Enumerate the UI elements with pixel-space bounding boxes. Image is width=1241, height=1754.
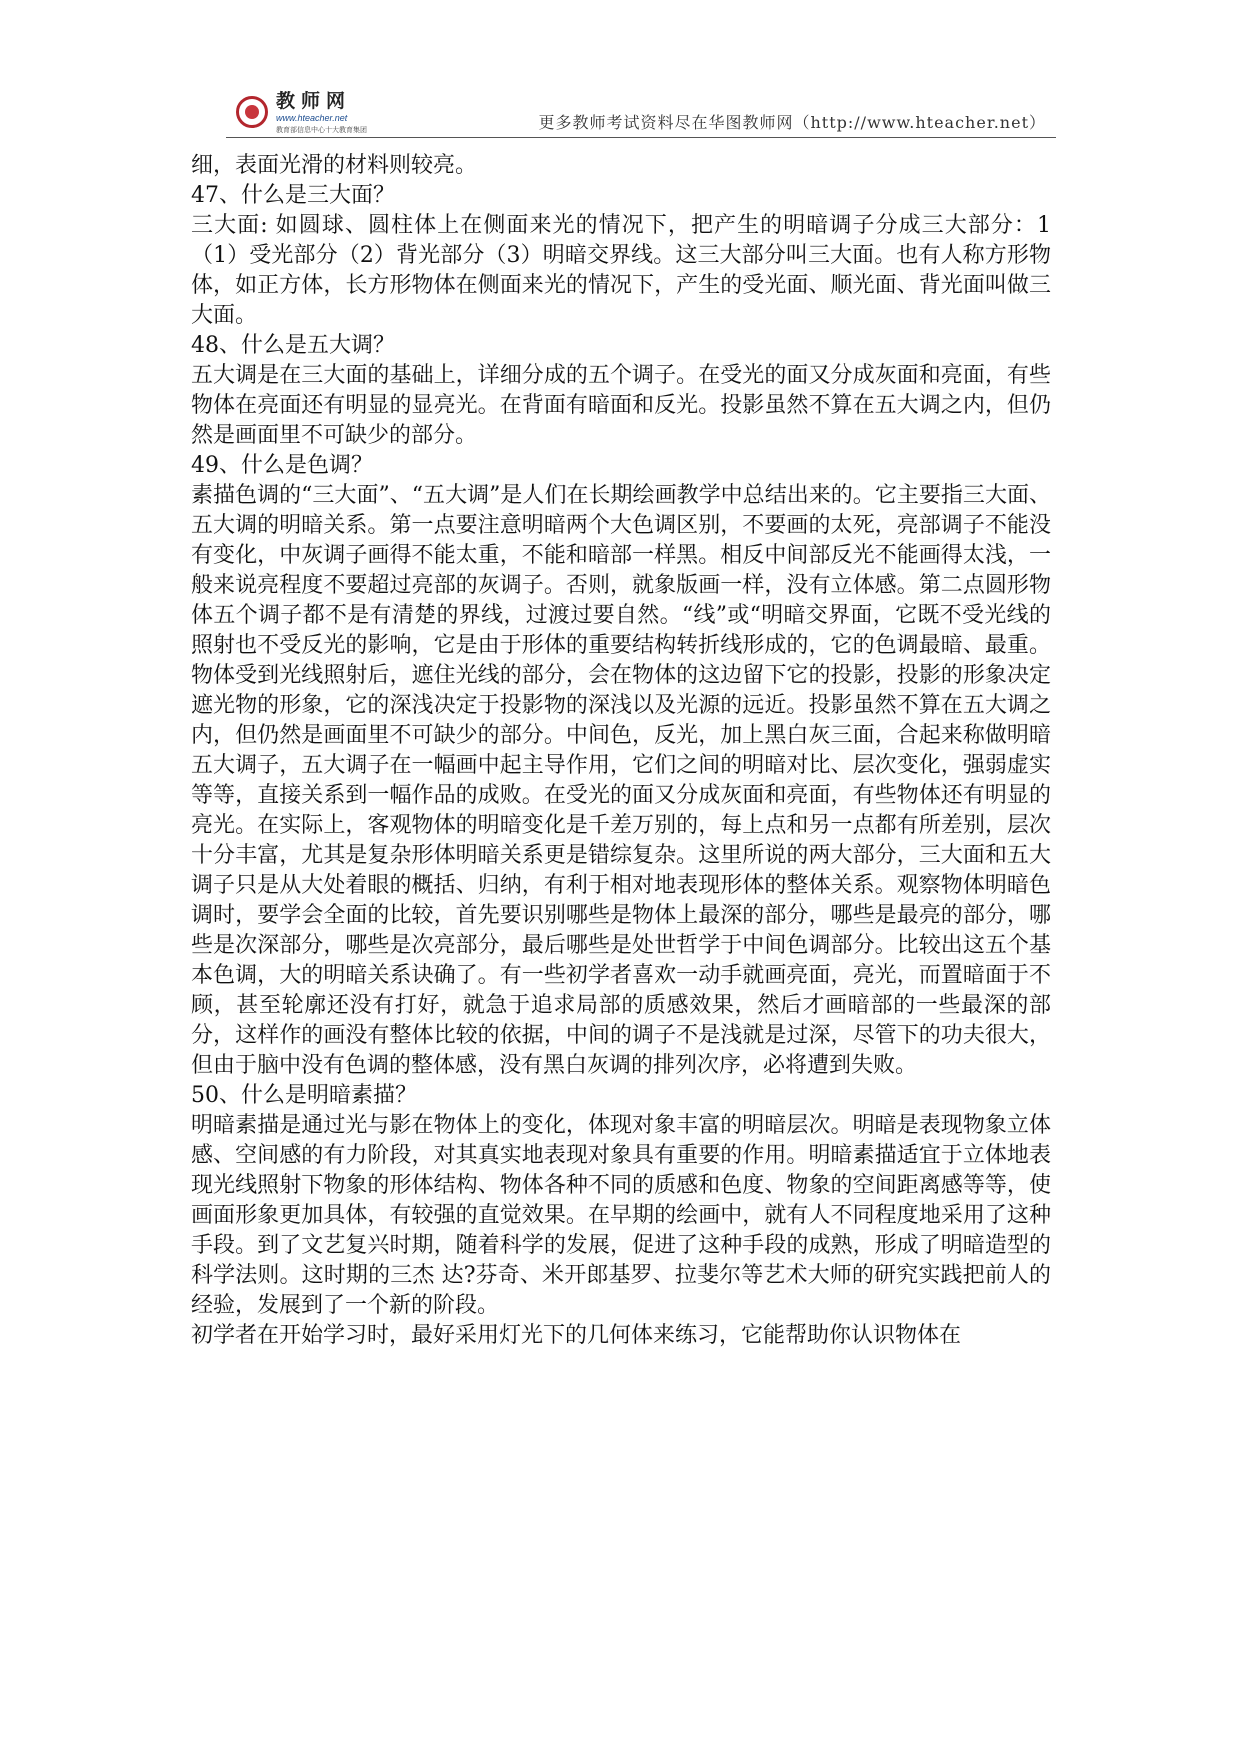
logo-seal-icon — [236, 96, 268, 128]
question-heading: 48、什么是五大调？ — [191, 333, 395, 358]
paragraph: 细，表面光滑的材料则较亮。 — [191, 153, 478, 178]
page-header — [226, 78, 1056, 138]
paragraph: 五大调是在三大面的基础上，详细分成的五个调子。在受光的面又分成灰面和亮面，有些物体在亮面还有明显的显亮光。在背面有暗面和反光。投影虽然不算在五大调之内，但仍然是画面里不可缺少的部分。 — [191, 363, 1051, 448]
question-heading: 47、什么是三大面？ — [191, 183, 395, 208]
paragraph: 明暗素描是通过光与影在物体上的变化，体现对象丰富的明暗层次。明暗是表现物象立体感、空间感的有力阶段，对其真实地表现对象具有重要的作用。明暗素描适宜于立体地表现光线照射下物象的形体结构、物体各种不同的质感和色度、物象的空间距离感等等，使画面形象更加具体，有较强的直觉效果。在早期的绘画中，就有人不同程度地采用了这种手段。到了文艺复兴时期，随着科学的发展，促进了这种手段的成熟，形成了明暗造型的科学法则。这时期的三杰 达?芬奇、米开郎基罗、拉斐尔等艺术大师的研究实践把前人的经验，发展到了一个新的阶段。 — [191, 1113, 1051, 1318]
logo-url: www.hteacher.net — [276, 113, 348, 123]
paragraph: 素描色调的“三大面”、“五大调”是人们在长期绘画教学中总结出来的。它主要指三大面、五大调的明暗关系。第一点要注意明暗两个大色调区别，不要画的太死，亮部调子不能没有变化，中灰调子画得不能太重，不能和暗部一样黑。相反中间部反光不能画得太浅，一般来说亮程度不要超过亮部的灰调子。否则，就象版画一样，没有立体感。第二点圆形物体五个调子都不是有清楚的界线，过渡过要自然。“线”或“明暗交界面，它既不受光线的照射也不受反光的影响，它是由于形体的重要结构转折线形成的，它的色调最暗、最重。物体受到光线照射后，遮住光线的部分，会在物体的这边留下它的投影，投影的形象决定遮光物的形象，它的深浅决定于投影物的深浅以及光源的远近。投影虽然不算在五大调之内，但仍然是画面里不可缺少的部分。中间色，反光，加上黑白灰三面，合起来称做明暗五大调子，五大调子在一幅画中起主导作用，它们之间的明暗对比、层次变化，强弱虚实等等，直接关系到一幅作品的成败。在受光的面又分成灰面和亮面，有些物体还有明显的亮光。在实际上，客观物体的明暗变化是千差万别的，每上点和另一点都有所差别，层次十分丰富，尤其是复杂形体明暗关系更是错综复杂。这里所说的两大部分，三大面和五大调子只是从大处着眼的概括、归纳，有利于相对地表现形体的整体关系。观察物体明暗色调时，要学会全面的比较，首先要识别哪些是物体上最深的部分，哪些是最亮的部分，哪些是次深部分，哪些是次亮部分，最后哪些是处世哲学于中间色调部分。比较出这五个基本色调，大的明暗关系诀确了。有一些初学者喜欢一动手就画亮面，亮光，而置暗面于不顾，甚至轮廓还没有打好，就急于追求局部的质感效果，然后才画暗部的一些最深的部分，这样作的画没有整体比较的依据，中间的调子不是浅就是过深，尽管下的功夫很大，但由于脑中没有色调的整体感，没有黑白灰调的排列次序，必将遭到失败。 — [191, 483, 1051, 1078]
header-tagline: 更多教师考试资料尽在华图教师网（http://www.hteacher.net） — [538, 113, 1046, 132]
question-heading: 49、什么是色调？ — [191, 453, 373, 478]
body-text — [191, 151, 1051, 1351]
paragraph: 三大面: 如圆球、圆柱体上在侧面来光的情况下，把产生的明暗调子分成三大部分：1（1）受光部分（2）背光部分（3）明暗交界线。这三大部分叫三大面。也有人称方形物体，如正方体，长方形物体在侧面来光的情况下，产生的受光面、顺光面、背光面叫做三大面。 — [191, 213, 1051, 328]
logo-title: 教师网 — [276, 90, 352, 112]
paragraph: 初学者在开始学习时，最好采用灯光下的几何体来练习，它能帮助你认识物体在 — [191, 1323, 962, 1348]
header-divider — [226, 137, 1056, 138]
site-logo[interactable] — [236, 84, 367, 138]
question-heading: 50、什么是明暗素描？ — [191, 1083, 417, 1108]
logo-subtitle: 教育部信息中心十大教育集团 — [276, 126, 367, 134]
